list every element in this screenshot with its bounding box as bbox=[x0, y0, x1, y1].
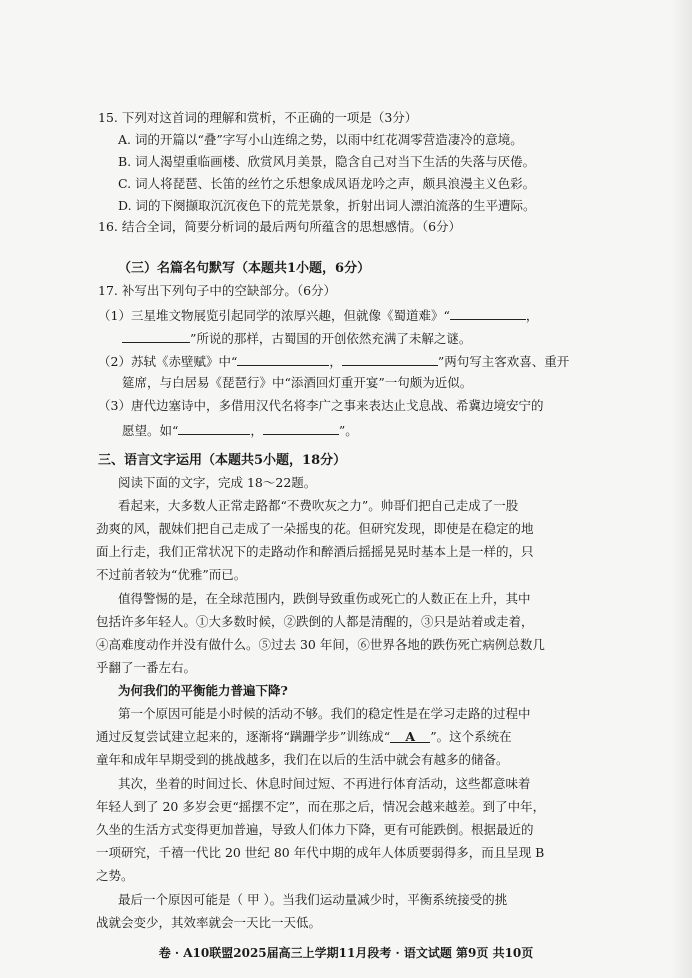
q17-blank-3[interactable] bbox=[237, 351, 329, 366]
q15-stem: 15. 下列对这首词的理解和赏析，不正确的一项是（3分） bbox=[98, 110, 418, 125]
q17-blank-4[interactable] bbox=[342, 351, 438, 366]
q17-item1-line1 bbox=[98, 305, 538, 325]
passage-p2-line3: ④高难度动作并没有做什么。⑤过去 30 年间，⑥世界各地的跌伤死亡病例总数几 bbox=[96, 637, 545, 652]
q16-stem: 16. 结合全词，简要分析词的最后两句所蕴含的思想感情。（6分） bbox=[98, 219, 462, 234]
q15-option-d: D. 词的下阕撷取沉沉夜色下的荒芜景象，折射出词人漂泊流落的生平遭际。 bbox=[118, 198, 536, 213]
q17-item3-line1: （3）唐代边塞诗中，多借用汉代名将李广之事来表达止戈息战、希冀边境安宁的 bbox=[98, 398, 544, 413]
q17-item2-text-b: ”两句写主客欢喜、重开 bbox=[437, 354, 570, 369]
q17-stem: 17. 补写出下列句子中的空缺部分。（6分） bbox=[98, 283, 337, 298]
q17-comma-3: ， bbox=[250, 423, 263, 438]
q17-item1-text-a: （1）三星堆文物展览引起同学的浓厚兴趣，但就像《蜀道难》“ bbox=[98, 308, 450, 323]
q17-item2-line2: 筵席，与白居易《琵琶行》中“添酒回灯重开宴”一句颇为近似。 bbox=[122, 375, 473, 390]
passage-blank-a: A bbox=[390, 728, 430, 743]
q17-blank-5[interactable] bbox=[178, 420, 250, 435]
q15-option-b: B. 词人渴望重临画楼、欣赏风月美景，隐含自己对当下生活的失落与厌倦。 bbox=[118, 154, 536, 169]
passage-p1-line2: 劲爽的风，靓妹们把自己走成了一朵摇曳的花。但研究发现，即使是在稳定的地 bbox=[96, 521, 534, 536]
q17-blank-6[interactable] bbox=[263, 420, 339, 435]
q17-comma-2: ， bbox=[329, 354, 342, 369]
q17-item2-text-a: （2）苏轼《赤壁赋》中“ bbox=[98, 354, 238, 369]
passage-p5-line1: 其次，坐着的时间过长、休息时间过短、不再进行体育活动，这些都意味着 bbox=[118, 776, 531, 791]
passage-p1-line3: 面上行走，我们正常状况下的走路动作和醉酒后摇摇晃晃时基本上是一样的，只 bbox=[96, 544, 534, 559]
passage-p2-line1: 值得警惕的是，在全球范围内，跌倒导致重伤或死亡的人数正在上升，其中 bbox=[118, 591, 531, 606]
passage-p4-text: 通过反复尝试建立起来的，逐渐将“蹒跚学步”训练成“ bbox=[96, 729, 391, 744]
passage-p4-line1: 第一个原因可能是小时候的活动不够。我们的稳定性是在学习走路的过程中 bbox=[118, 706, 531, 721]
section-memorization-title: （三）名篇名句默写（本题共1小题，6分） bbox=[118, 261, 371, 276]
page-footer: 卷 · A10联盟2025届高三上学期11月段考 · 语文试题 第9页 共10页 bbox=[158, 946, 534, 960]
q17-blank-2[interactable] bbox=[122, 328, 190, 343]
q17-item3-text-c: ”。 bbox=[338, 423, 358, 438]
passage-p1-line1: 看起来，大多数人正常走路都“不费吹灰之力”。帅哥们把自己走成了一股 bbox=[118, 498, 519, 513]
q15-option-c: C. 词人将琵琶、长笛的丝竹之乐想象成凤语龙吟之声，颇具浪漫主义色彩。 bbox=[118, 176, 536, 191]
q17-item3-text-b: 愿望。如“ bbox=[122, 423, 179, 438]
passage-p5-line4: 一项研究，千禧一代比 20 世纪 80 年代中期的成年人体质要弱得多，而且呈现 B bbox=[96, 845, 545, 860]
passage-p1-line4: 不过前者较为“优雅”而已。 bbox=[96, 567, 247, 582]
passage-p4-line3: 童年和成年早期受到的挑战越多，我们在以后的生活中就会有越多的储备。 bbox=[96, 752, 509, 767]
q15-option-a: A. 词的开篇以“叠”字写小山连绵之势，以雨中红花凋零营造凄冷的意境。 bbox=[118, 132, 523, 147]
passage-p4-text-b: ”。这个系统在 bbox=[430, 729, 512, 744]
q17-comma-1: ， bbox=[525, 308, 539, 323]
passage-p2-line2: 包括许多年轻人。①大多数时候，②跌倒的人都是清醒的，③只是站着或走着， bbox=[96, 614, 534, 629]
part3-intro: 阅读下面的文字，完成 18～22题。 bbox=[118, 475, 317, 490]
passage-p5-line3: 久坐的生活方式变得更加普遍，导致人们体力下降，更有可能跌倒。根据最近的 bbox=[96, 822, 534, 837]
passage-p2-line4: 乎翻了一番左右。 bbox=[96, 660, 197, 675]
part3-title: 三、语言文字运用（本题共5小题，18分） bbox=[98, 453, 347, 468]
page-edge-shadow bbox=[670, 0, 692, 978]
passage-p4-line2 bbox=[96, 728, 512, 746]
passage-p6-line2: 战就会变少，其效率就会一天比一天低。 bbox=[96, 915, 322, 930]
q17-blank-1[interactable] bbox=[450, 305, 526, 320]
passage-p5-line2: 年轻人到了 20 多岁会更“摇摆不定”，而在那之后，情况会越来越差。到了中年， bbox=[96, 799, 546, 814]
q17-item3-line2 bbox=[122, 420, 358, 440]
passage-p6-line1: 最后一个原因可能是（ 甲 ）。当我们运动量减少时，平衡系统接受的挑 bbox=[118, 892, 508, 907]
q17-item1-text-b: ”所说的那样，古蜀国的开创依然充满了未解之谜。 bbox=[190, 331, 472, 346]
q17-item1-line2 bbox=[122, 328, 471, 348]
q17-item2-line1 bbox=[98, 351, 569, 371]
passage-p3-question: 为何我们的平衡能力普遍下降? bbox=[118, 683, 288, 698]
passage-p5-line5: 之势。 bbox=[96, 868, 134, 883]
